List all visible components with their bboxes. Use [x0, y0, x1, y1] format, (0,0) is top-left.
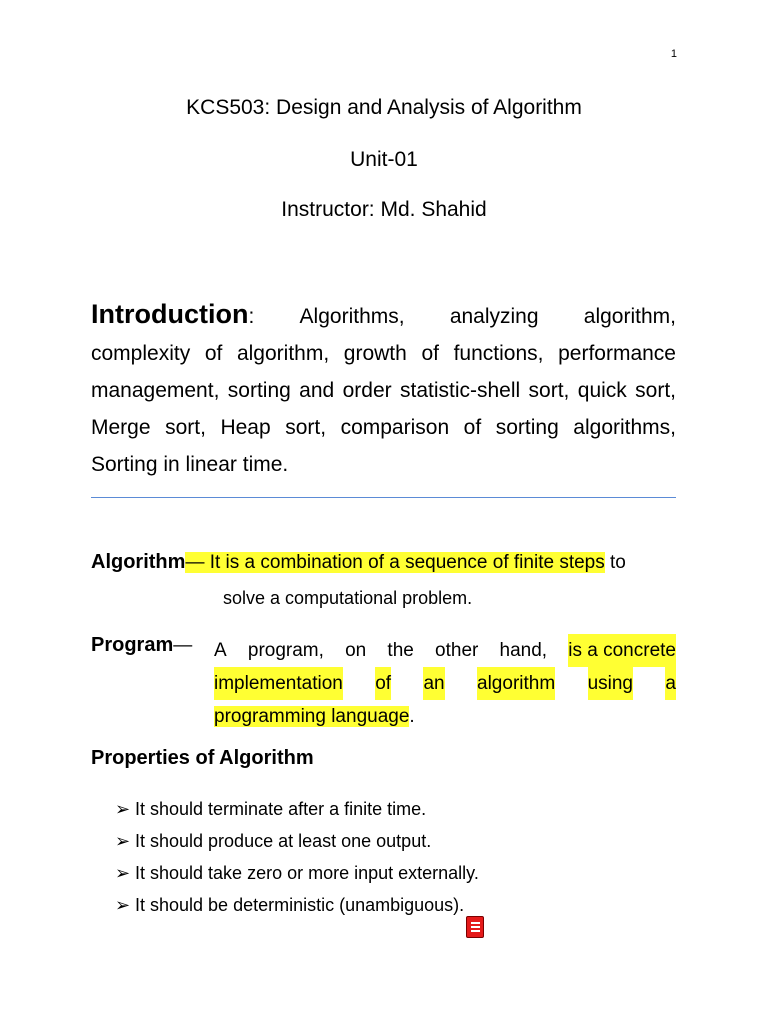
- arrow-bullet-icon: ➢: [115, 863, 131, 883]
- page-number: 1: [670, 48, 677, 60]
- algorithm-definition: [91, 551, 626, 574]
- list-item: [115, 889, 479, 921]
- introduction-word: analyzing: [449, 305, 539, 328]
- arrow-bullet-icon: ➢: [115, 895, 131, 915]
- program-word: of: [375, 667, 391, 700]
- program-line-2: [214, 667, 676, 700]
- document-icon[interactable]: [466, 916, 484, 938]
- introduction-word: Algorithms,: [299, 305, 405, 328]
- program-word: other: [435, 640, 479, 661]
- program-word: A: [214, 640, 227, 661]
- course-title: KCS503: Design and Analysis of Algorithm: [186, 96, 582, 119]
- introduction-heading-group: [91, 296, 254, 335]
- program-highlight-language: programming language: [214, 706, 410, 727]
- arrow-bullet-icon: ➢: [115, 799, 131, 819]
- introduction-paragraph: [91, 296, 676, 483]
- properties-list: [115, 793, 479, 921]
- algorithm-tail: to: [604, 552, 626, 573]
- program-line-1: [214, 634, 676, 667]
- list-item-text: It should take zero or more input externally.: [135, 863, 479, 883]
- introduction-first-line: [91, 296, 676, 335]
- arrow-bullet-icon: ➢: [115, 831, 131, 851]
- instructor-label: Instructor: Md. Shahid: [281, 198, 487, 221]
- program-term: Program: [91, 634, 174, 656]
- introduction-colon: :: [248, 305, 255, 328]
- section-divider: [91, 497, 676, 498]
- algorithm-definition-continuation: solve a computational problem.: [223, 588, 473, 608]
- list-item-text: It should produce at least one output.: [135, 831, 432, 851]
- properties-heading: Properties of Algorithm: [91, 747, 314, 769]
- program-word: hand,: [499, 640, 548, 661]
- program-word: the: [387, 640, 414, 661]
- program-word: an: [423, 667, 444, 700]
- program-word: algorithm: [477, 667, 555, 700]
- algorithm-term: Algorithm: [91, 551, 186, 573]
- program-period: .: [409, 706, 415, 727]
- program-word: using: [588, 667, 633, 700]
- introduction-body: complexity of algorithm, growth of functions, performance management, sorting and order statistic-shell sort, quick sort, Merge sort, Heap sort, comparison of sorting algorithms, Sorting in linear time.: [91, 342, 676, 476]
- program-word: program,: [247, 640, 324, 661]
- algorithm-dash: —: [185, 552, 210, 573]
- introduction-heading: Introduction: [91, 299, 249, 329]
- list-item: [115, 857, 479, 889]
- list-item-text: It should terminate after a finite time.: [135, 799, 427, 819]
- list-item: [115, 825, 479, 857]
- introduction-word: algorithm,: [583, 305, 676, 328]
- program-word: on: [345, 640, 367, 661]
- unit-label: Unit-01: [350, 148, 418, 171]
- list-item-text: It should be deterministic (unambiguous).: [135, 895, 465, 915]
- algorithm-highlight: It is a combination of a sequence of finite steps: [209, 552, 605, 573]
- program-definition: [214, 634, 676, 733]
- list-item: [115, 793, 479, 825]
- program-word: implementation: [214, 667, 343, 700]
- program-label: [91, 634, 192, 657]
- program-word: a: [665, 667, 676, 700]
- program-dash: —: [173, 635, 193, 656]
- program-line-3: [214, 700, 676, 733]
- program-highlight: is a concrete: [568, 634, 676, 667]
